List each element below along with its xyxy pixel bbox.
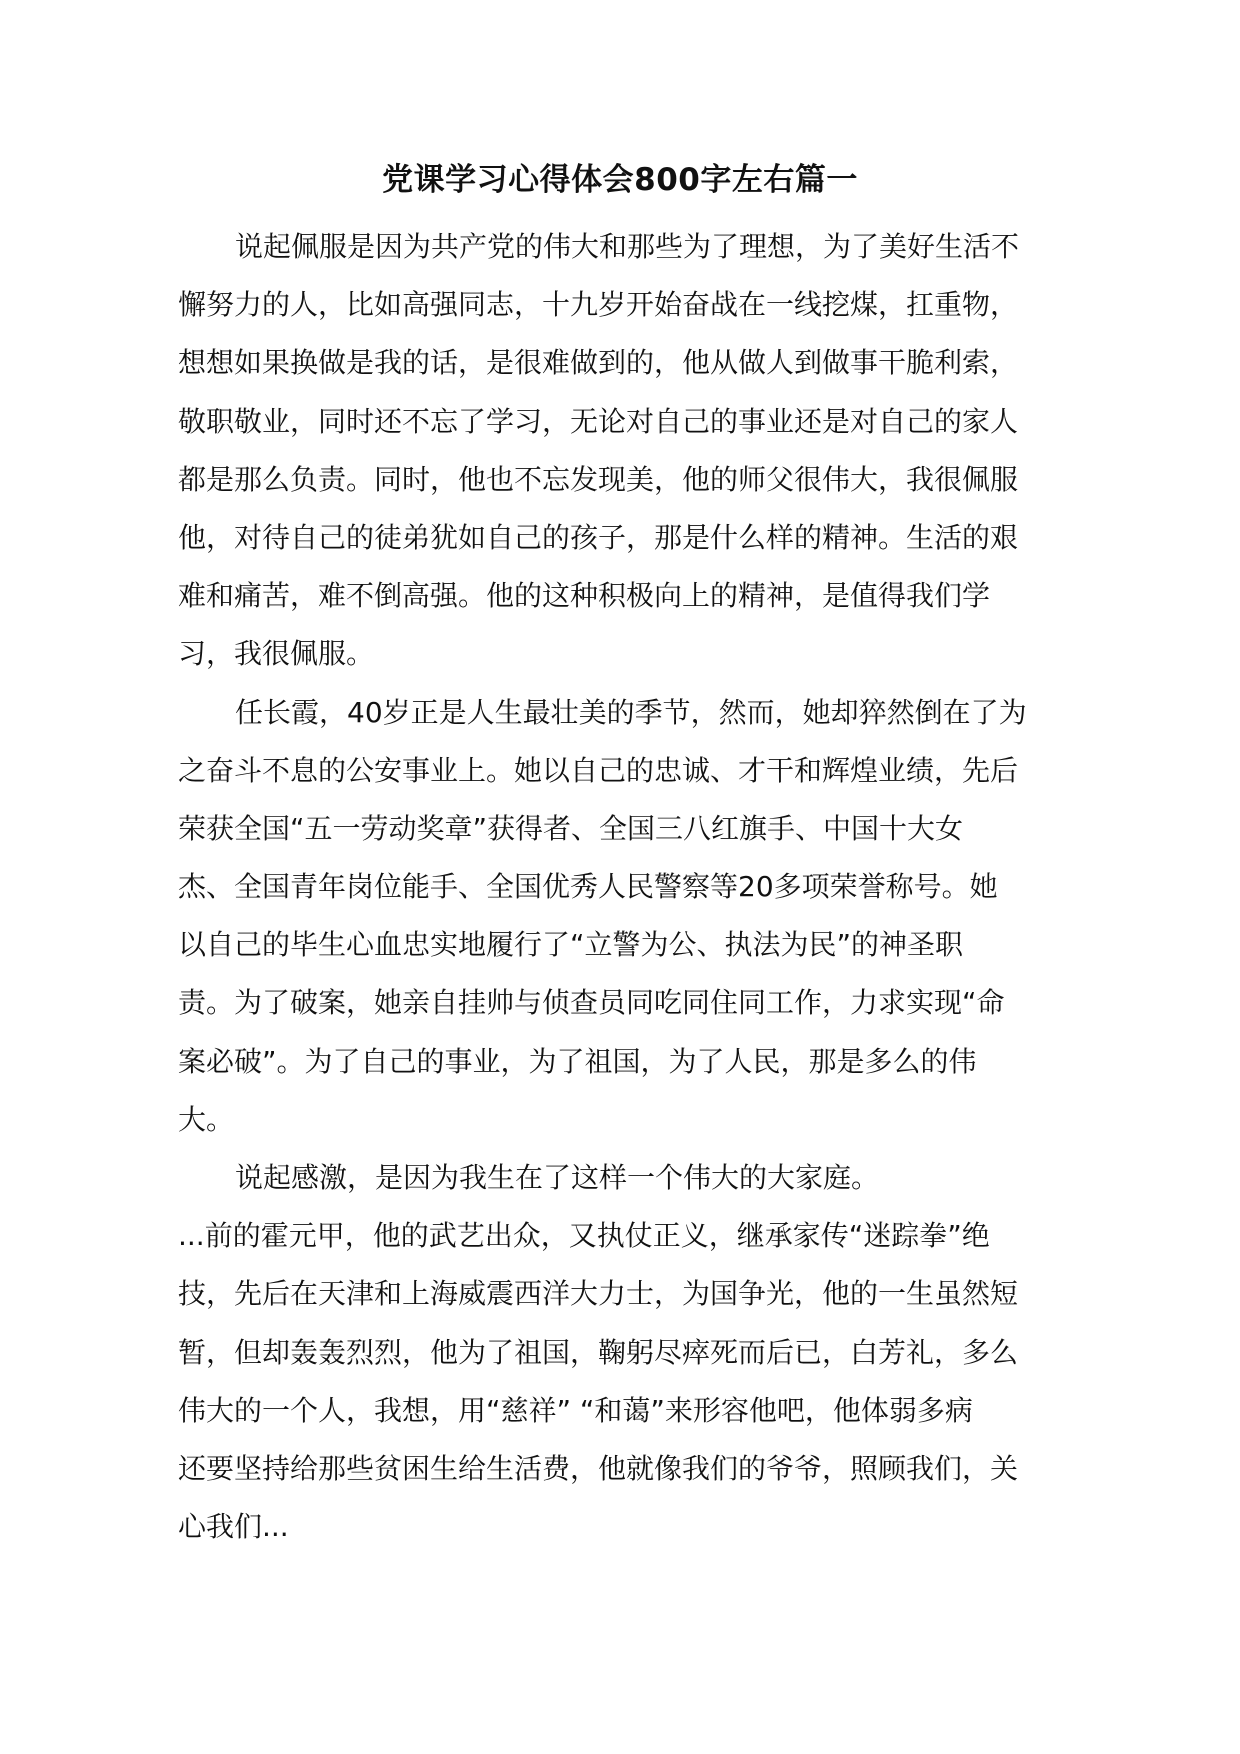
- paragraph-line: 之奋斗不息的公安事业上。她以自己的忠诚、才干和辉煌业绩，先后: [178, 753, 1019, 787]
- paragraph-line: 他，对待自己的徒弟犹如自己的孩子，那是什么样的精神。生活的艰: [178, 520, 1019, 554]
- paragraph-line: 责。为了破案，她亲自挂帅与侦查员同吃同住同工作，力求实现“命: [178, 986, 1005, 1020]
- paragraph-line: 技，先后在天津和上海威震西洋大力士，为国争光，他的一生虽然短: [178, 1277, 1019, 1311]
- document-title: 党课学习心得体会800字左右篇一: [382, 162, 858, 198]
- paragraph-line: 难和痛苦，难不倒高强。他的这种积极向上的精神，是值得我们学: [178, 579, 991, 613]
- paragraph-line: 伟大的一个人，我想，用“慈祥” “和蔼”来形容他吧，他体弱多病: [178, 1393, 973, 1427]
- document-body: [178, 218, 1078, 1556]
- paragraph-line: 案必破”。为了自己的事业，为了祖国，为了人民，那是多么的伟: [178, 1044, 977, 1078]
- paragraph-line: 荣获全国“五一劳动奖章”获得者、全国三八红旗手、中国十大女: [178, 811, 964, 845]
- paragraph-line: 还要坚持给那些贫困生给生活费，他就像我们的爷爷，照顾我们，关: [178, 1451, 1019, 1485]
- paragraph-line: 说起感激，是因为我生在了这样一个伟大的大家庭。: [235, 1161, 880, 1194]
- paragraph-line: ...前的霍元甲，他的武艺出众，又执仗正义，继承家传“迷踪拳”绝: [178, 1219, 990, 1253]
- paragraph-line: 杰、全国青年岗位能手、全国优秀人民警察等20多项荣誉称号。她: [178, 870, 998, 904]
- paragraph-ren-changxia: [178, 684, 1078, 1150]
- paragraph-line: 大。: [178, 1102, 235, 1136]
- paragraph-line: 想想如果换做是我的话，是很难做到的，他从做人到做事干脆利索，: [178, 346, 1019, 380]
- paragraph-gratitude: [178, 1149, 1078, 1556]
- paragraph-line: 懈努力的人，比如高强同志，十九岁开始奋战在一线挖煤，扛重物，: [178, 288, 1019, 322]
- paragraph-line: 敬职敬业，同时还不忘了学习，无论对自己的事业还是对自己的家人: [178, 404, 1019, 438]
- paragraph-line: 说起佩服是因为共产党的伟大和那些为了理想，为了美好生活不: [235, 230, 1020, 263]
- paragraph-line: 暂，但却轰轰烈烈，他为了祖国，鞠躬尽瘁死而后已，白芳礼，多么: [178, 1335, 1019, 1369]
- paragraph-admiration: [178, 218, 1078, 684]
- paragraph-line: 以自己的毕生心血忠实地履行了“立警为公、执法为民”的神圣职: [178, 928, 964, 962]
- paragraph-line: 心我们...: [178, 1510, 289, 1544]
- paragraph-line: 习，我很佩服。: [178, 637, 375, 671]
- paragraph-line: 任长霞，40岁正是人生最壮美的季节，然而，她却猝然倒在了为: [235, 695, 1027, 729]
- paragraph-line: 都是那么负责。同时，他也不忘发现美，他的师父很伟大，我很佩服: [178, 462, 1019, 496]
